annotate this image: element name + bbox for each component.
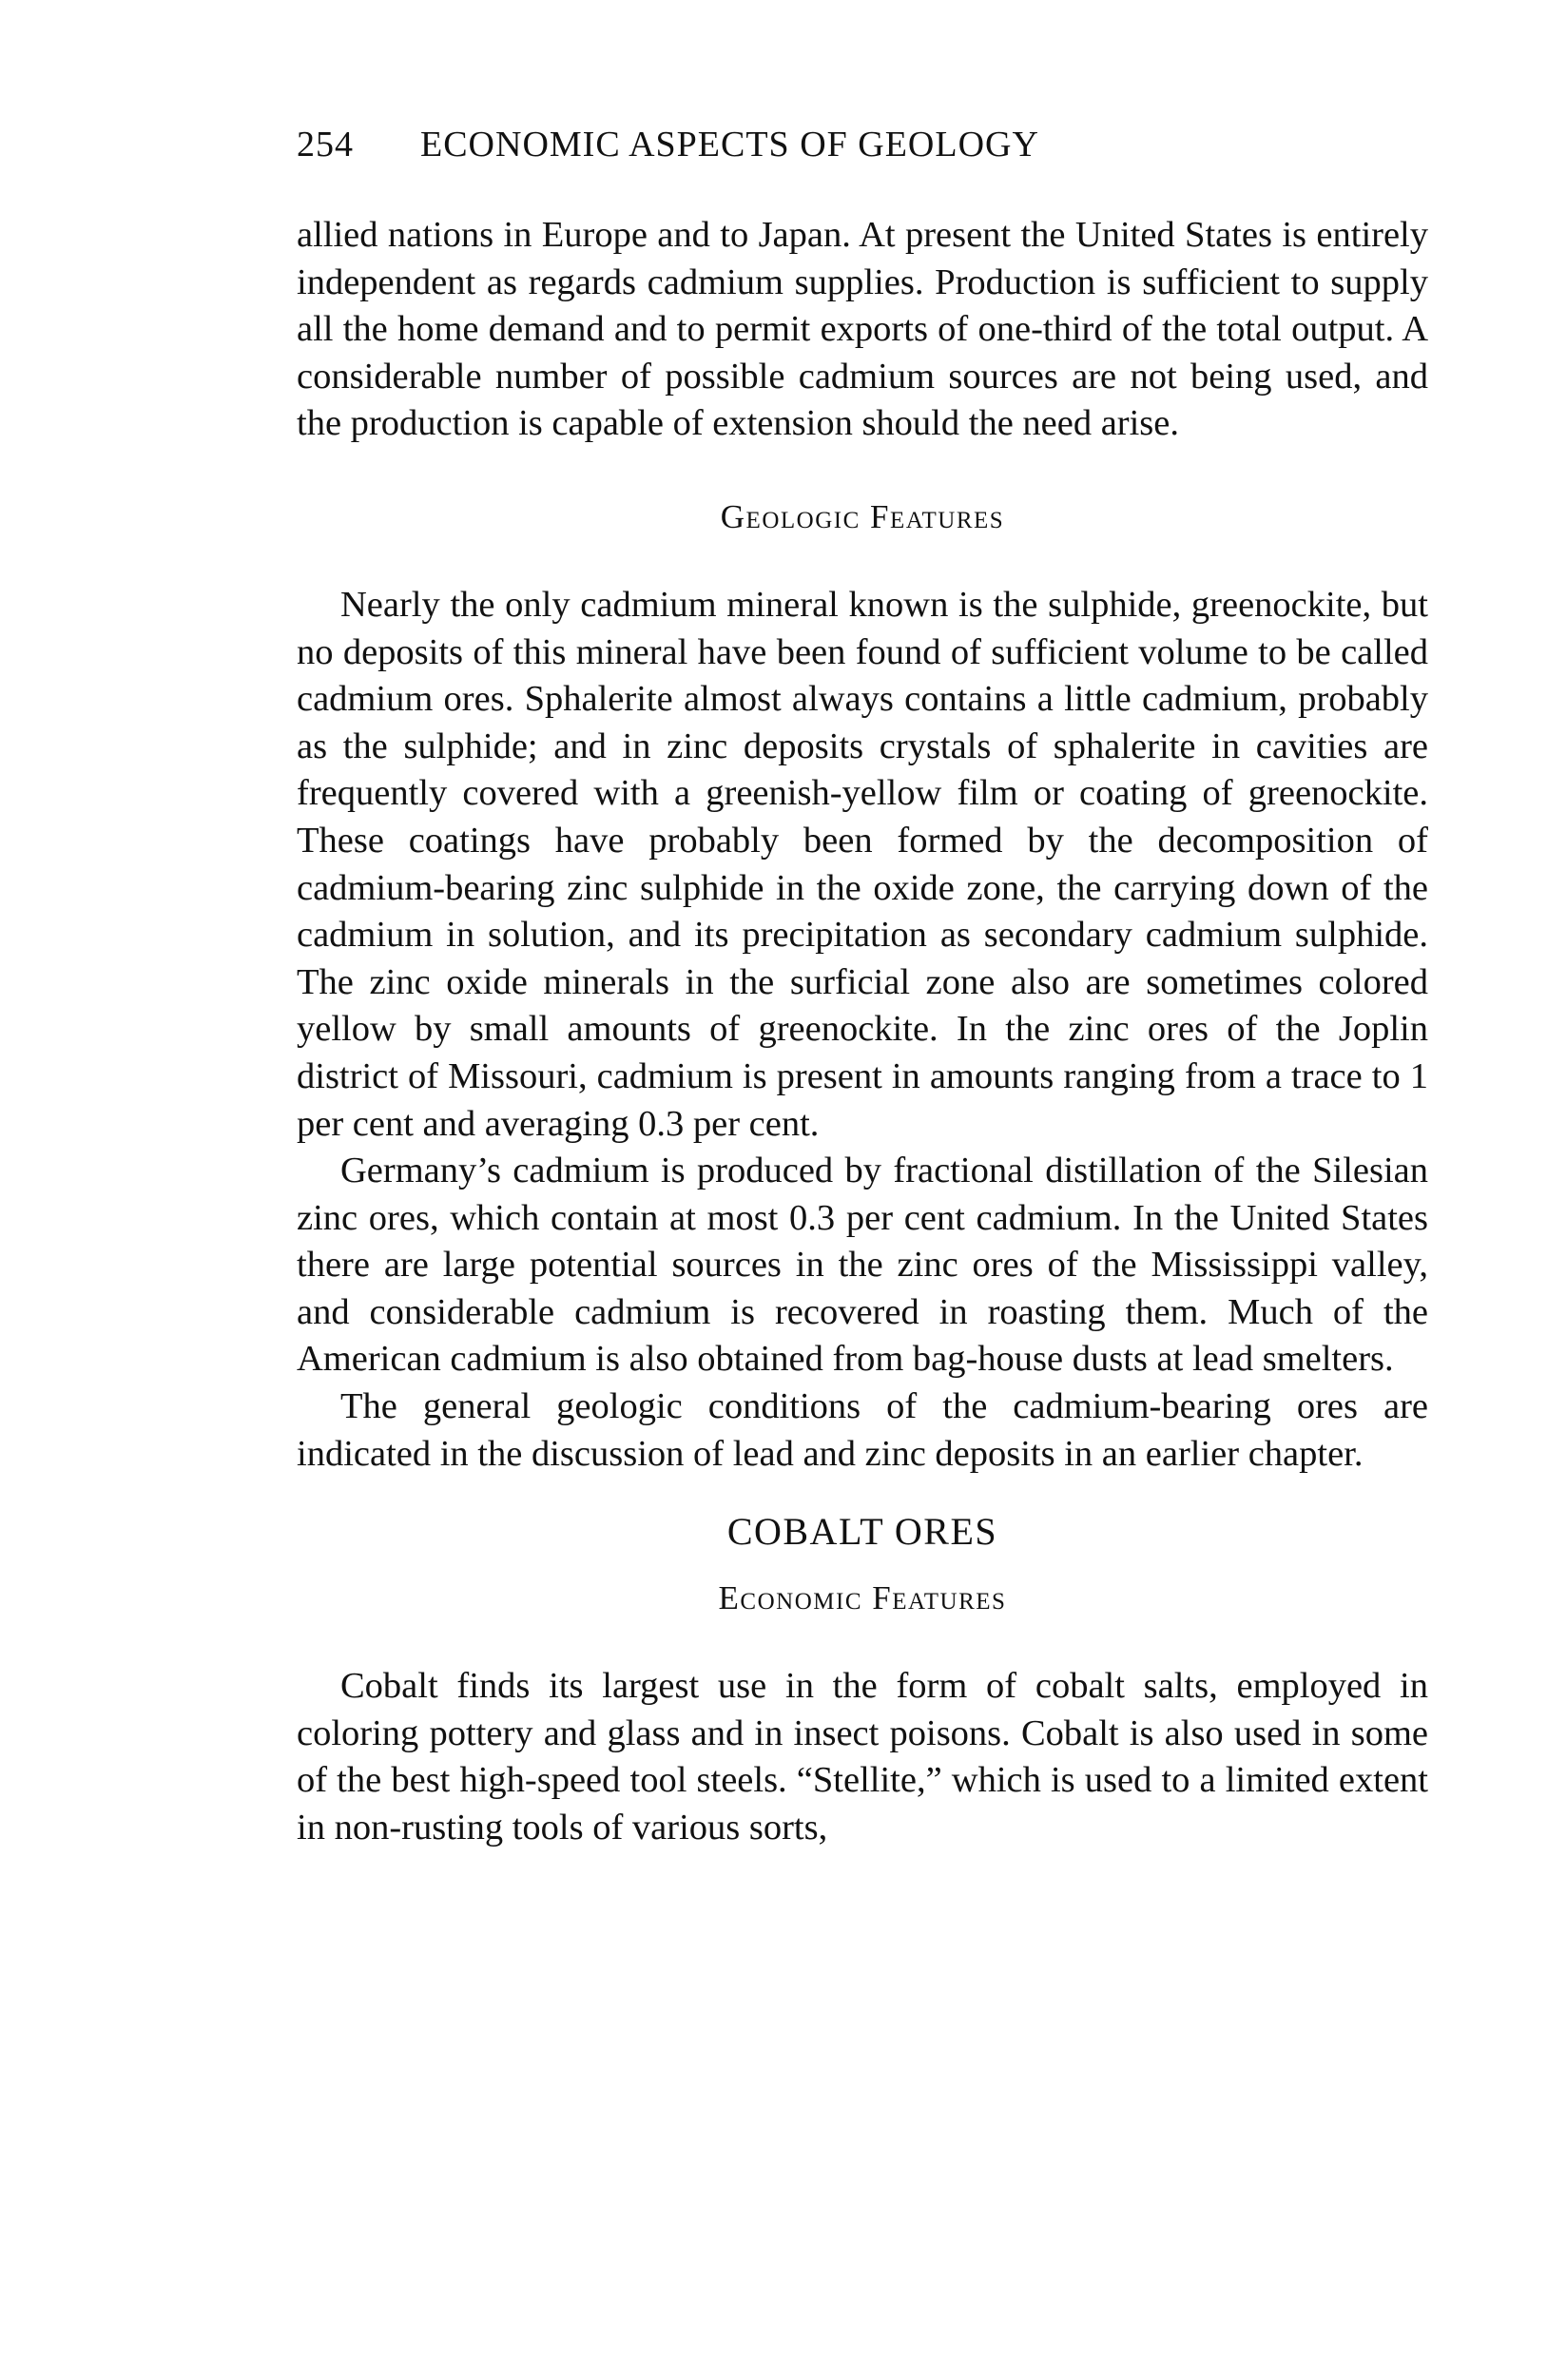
paragraph-general-conditions: The general geologic conditions of the cadmium-bearing ores are indicated in the discussion of lead and zinc deposits in an earlier chapter. xyxy=(297,1386,1428,1474)
page-body xyxy=(297,212,1428,1852)
paragraph-greenockite: Nearly the only cadmium mineral known is the sulphide, greenockite, but no deposits of this mineral have been found of sufficient volume to be called cadmium ores. Sphalerite almost always contains a little cadmium, probably as the sulphide; and in zinc deposits crystals of sphalerite in cavities are frequently covered with a greenish-yellow film or coating of greenockite. These coatings have probably been formed by the decomposition of cadmium-bearing zinc sulphide in the oxide zone, the carrying down of the cadmium in solution, and its precipitation as secondary cadmium sulphide. The zinc oxide minerals in the surficial zone also are sometimes colored yellow by small amounts of greenockite. In the zinc ores of the Joplin district of Missouri, cadmium is present in amounts ranging from a trace to 1 per cent and averaging 0.3 per cent. xyxy=(297,584,1428,1144)
chapter-heading-cobalt-ores: COBALT ORES xyxy=(726,1510,998,1554)
section-heading-geologic-features: Geologic Features xyxy=(720,497,1005,535)
paragraph-germany: Germany’s cadmium is produced by fractional distillation of the Silesian zinc ores, which contain at most 0.3 per cent cadmium. In the United States there are large potential sources in the zinc ores of the Mississippi valley, and considerable cadmium is recovered in roasting them. Much of the American cadmium is also obtained from bag-house dusts at lead smelters. xyxy=(297,1151,1428,1380)
page-number: 254 xyxy=(297,125,354,164)
paragraph-cobalt-uses: Cobalt finds its largest use in the form of cobalt salts, employed in coloring pottery and glass and in insect poisons. Cobalt is also used in some of the best high-speed tool steels. “Stellite,” which is used to a limited extent in non-rusting tools of various sorts, xyxy=(297,1666,1428,1848)
paragraph-continued: allied nations in Europe and to Japan. At present the United States is entirely independent as regards cadmium supplies. Production is sufficient to supply all the home demand and to permit exports of one-third of the total output. A considerable number of possible cadmium sources are not being used, and the production is capable of extension should the need arise. xyxy=(297,215,1428,444)
section-heading-economic-features: Economic Features xyxy=(718,1579,1007,1617)
running-title: ECONOMIC ASPECTS OF GEOLOGY xyxy=(420,125,1039,164)
